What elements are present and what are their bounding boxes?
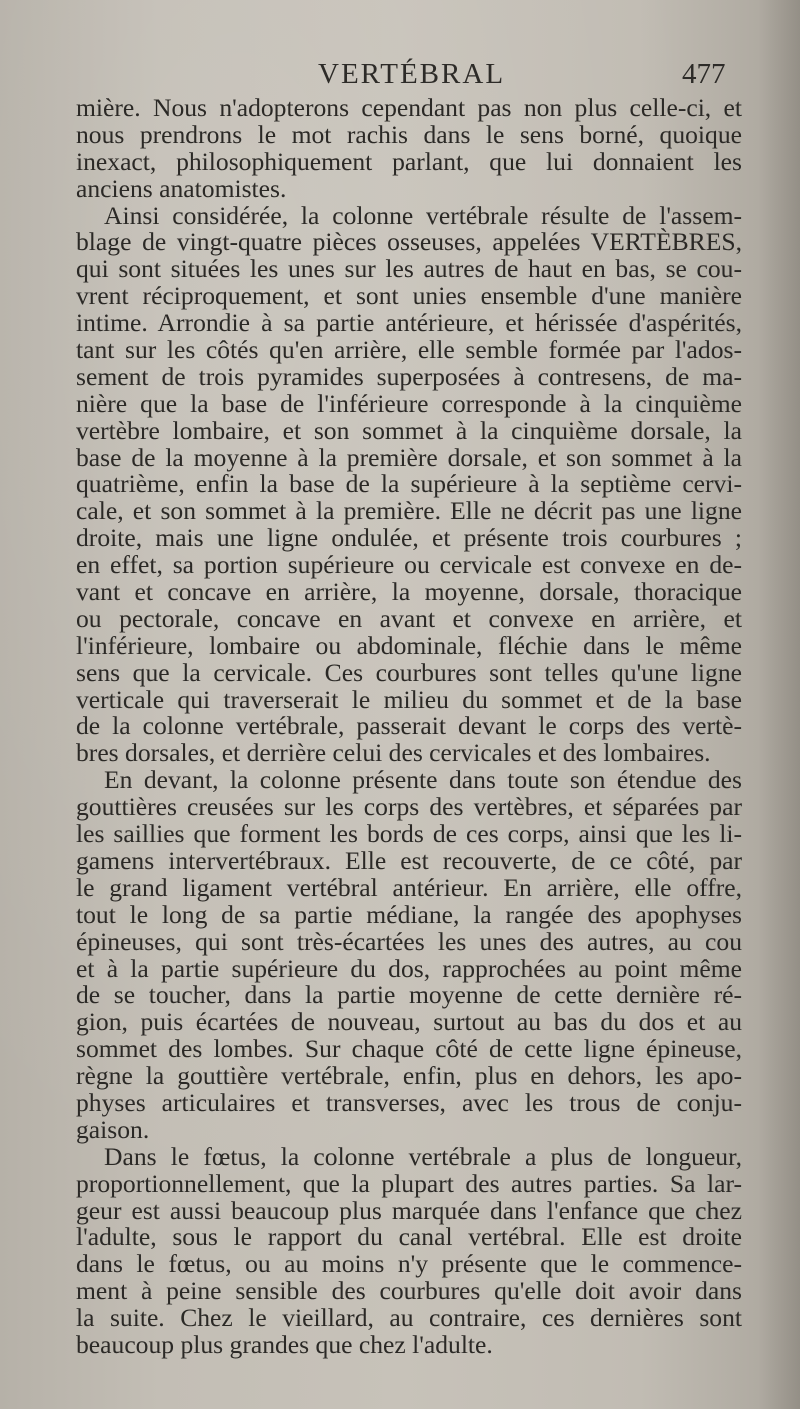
text-line: gion, puis écartées de nouveau, surtout au bas du dos et au bbox=[76, 1007, 742, 1037]
text-line: bres dorsales, et derrière celui des cervicales et des lombaires. bbox=[76, 738, 711, 768]
text-line: blage de vingt-quatre pièces osseuses, appelées VERTÈBRES, bbox=[76, 227, 742, 257]
text-line: qui sont situées les unes sur les autres de haut en bas, se cou- bbox=[76, 254, 742, 284]
paragraph bbox=[76, 767, 742, 1143]
text-line: nière que la base de l'inférieure corresponde à la cinquième bbox=[76, 388, 742, 418]
text-line: droite, mais une ligne ondulée, et présente trois courbures ; bbox=[76, 523, 742, 553]
text-line: beaucoup plus grandes que chez l'adulte. bbox=[76, 1329, 493, 1359]
text-line: épineuses, qui sont très-écartées les unes des autres, au cou bbox=[76, 926, 742, 956]
text-line: geur est aussi beaucoup plus marquée dans l'enfance que chez bbox=[76, 1195, 742, 1225]
text-line: l'inférieure, lombaire ou abdominale, fléchie dans le même bbox=[76, 630, 742, 660]
text-line: quatrième, enfin la base de la supérieure à la septième cervi- bbox=[76, 469, 742, 499]
text-line: sommet des lombes. Sur chaque côté de cette ligne épineuse, bbox=[76, 1034, 742, 1064]
page-number: 477 bbox=[682, 58, 726, 90]
text-line: nous prendrons le mot rachis dans le sens borné, quoique bbox=[76, 119, 742, 149]
text-line: tant sur les côtés qu'en arrière, elle semble formée par l'ados- bbox=[76, 335, 742, 365]
body-text bbox=[76, 95, 742, 1359]
text-line: En devant, la colonne présente dans toute son étendue des bbox=[104, 765, 742, 795]
text-line: cale, et son sommet à la première. Elle ne décrit pas une ligne bbox=[76, 496, 742, 526]
text-line: inexact, philosophiquement parlant, que lui donnaient les bbox=[76, 146, 742, 176]
text-line: proportionnellement, que la plupart des autres parties. Sa lar- bbox=[76, 1168, 742, 1198]
text-line: le grand ligament vertébral antérieur. En arrière, elle offre, bbox=[76, 872, 742, 902]
running-head-title: VERTÉBRAL bbox=[318, 58, 506, 90]
text-line: règne la gouttière vertébrale, enfin, plus en dehors, les apo- bbox=[76, 1061, 742, 1091]
text-line: de se toucher, dans la partie moyenne de cette dernière ré- bbox=[76, 980, 742, 1010]
paragraph bbox=[76, 95, 742, 203]
text-line: vant et concave en arrière, la moyenne, dorsale, thoracique bbox=[76, 577, 742, 607]
text-line: ment à peine sensible des courbures qu'elle doit avoir dans bbox=[76, 1276, 742, 1306]
text-line: intime. Arrondie à sa partie antérieure, et hérissée d'aspérités, bbox=[76, 308, 742, 338]
paragraph bbox=[76, 200, 742, 768]
text-line: en effet, sa portion supérieure ou cervicale est convexe en de- bbox=[76, 550, 742, 580]
page-edge-shadow bbox=[758, 0, 800, 1409]
text-line: mière. Nous n'adopterons cependant pas non plus celle-ci, et bbox=[76, 93, 742, 122]
text-line: l'adulte, sous le rapport du canal vertébral. Elle est droite bbox=[76, 1222, 742, 1252]
text-line: la suite. Chez le vieillard, au contraire, ces dernières sont bbox=[76, 1303, 742, 1333]
text-line: les saillies que forment les bords de ces corps, ainsi que les li- bbox=[76, 819, 742, 849]
text-line: vertèbre lombaire, et son sommet à la cinquième dorsale, la bbox=[76, 415, 742, 445]
text-line: anciens anatomistes. bbox=[76, 173, 287, 203]
text-line: gouttières creusées sur les corps des vertèbres, et séparées par bbox=[76, 792, 742, 822]
text-line: base de la moyenne à la première dorsale, et son sommet à la bbox=[76, 442, 742, 472]
text-line: Dans le fœtus, la colonne vertébrale a plus de longueur, bbox=[104, 1141, 742, 1171]
text-line: Ainsi considérée, la colonne vertébrale résulte de l'assem- bbox=[104, 200, 742, 230]
text-line: de la colonne vertébrale, passerait devant le corps des vertè- bbox=[76, 711, 742, 741]
text-line: sement de trois pyramides superposées à contresens, de ma- bbox=[76, 361, 742, 391]
text-line: vrent réciproquement, et sont unies ensemble d'une manière bbox=[76, 281, 742, 311]
text-line: physes articulaires et transverses, avec les trous de conju- bbox=[76, 1087, 742, 1117]
text-line: gamens intervertébraux. Elle est recouverte, de ce côté, par bbox=[76, 845, 742, 875]
paragraph bbox=[76, 1141, 742, 1359]
text-line: dans le fœtus, ou au moins n'y présente que le commence- bbox=[76, 1249, 742, 1279]
text-line: tout le long de sa partie médiane, la rangée des apophyses bbox=[76, 899, 742, 929]
text-line: ou pectorale, concave en avant et convexe en arrière, et bbox=[76, 603, 742, 633]
running-head bbox=[0, 58, 800, 98]
text-line: et à la partie supérieure du dos, rapprochées au point même bbox=[76, 953, 742, 983]
text-line: verticale qui traverserait le milieu du sommet et de la base bbox=[76, 684, 742, 714]
text-line: gaison. bbox=[76, 1114, 150, 1144]
text-line: sens que la cervicale. Ces courbures sont telles qu'une ligne bbox=[76, 657, 742, 687]
